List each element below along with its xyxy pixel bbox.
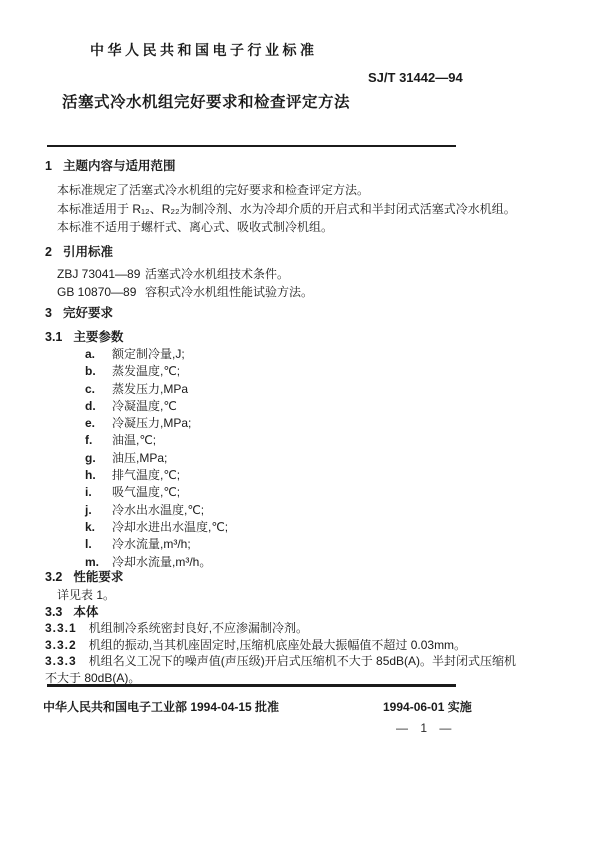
parameter-item <box>85 501 228 518</box>
subsection-3-3-heading <box>45 602 98 620</box>
reference-row <box>57 283 313 300</box>
item-letter: g. <box>85 450 96 465</box>
subsection-3-2-heading-text: 性能要求 <box>73 570 124 584</box>
standard-code: SJ/T 31442—94 <box>368 70 463 85</box>
item-text: 冷水出水温度,℃; <box>112 502 205 517</box>
subsection-3-3-heading-text: 本体 <box>73 605 99 619</box>
item-text: 油温,℃; <box>112 433 157 448</box>
clause-number: 3.3.1 <box>45 621 77 635</box>
section-3-heading-text: 完好要求 <box>62 306 113 320</box>
parameter-item <box>85 466 228 483</box>
item-text: 蒸发温度,℃; <box>112 364 181 379</box>
section-1-paragraph: 本标准规定了活塞式冷水机组的完好要求和检查评定方法。 <box>57 183 370 197</box>
section-2-number: 2 <box>45 245 52 259</box>
item-text: 吸气温度,℃; <box>112 485 181 500</box>
clause-text: 机组的振动,当其机座固定时,压缩机底座处最大振幅值不超过 0.03mm。 <box>88 638 467 652</box>
clause-number: 3.3.2 <box>45 638 77 652</box>
item-letter: m. <box>85 554 100 569</box>
parameter-item <box>85 518 228 535</box>
item-letter: b. <box>85 364 96 379</box>
section-1-heading-text: 主题内容与适用范围 <box>62 159 176 173</box>
item-text: 冷凝压力,MPa; <box>112 416 192 431</box>
item-letter: e. <box>85 416 96 431</box>
item-text: 排气温度,℃; <box>112 468 181 483</box>
subsection-3-2-heading <box>45 567 123 585</box>
item-letter: d. <box>85 398 96 413</box>
subsection-3-1-number: 3.1 <box>45 330 63 344</box>
item-letter: l. <box>85 537 92 552</box>
subsection-3-2-number: 3.2 <box>45 570 63 584</box>
parameter-list <box>85 345 228 570</box>
item-letter: h. <box>85 468 96 483</box>
reference-code: GB 10870—89 <box>57 285 137 299</box>
subsection-3-1-heading-text: 主要参数 <box>73 330 124 344</box>
clause-number: 3.3.3 <box>45 654 77 668</box>
item-text: 额定制冷量,J; <box>112 347 185 361</box>
clause-text: 机组名义工况下的噪声值(声压级)开启式压缩机不大于 85dB(A)。半封闭式压缩机不大于 80dB(A)。 <box>45 654 517 685</box>
reference-row <box>57 265 289 282</box>
section-1-paragraph: 本标准不适用于螺杆式、离心式、吸收式制冷机组。 <box>57 220 334 234</box>
reference-title: 活塞式冷水机组技术条件。 <box>145 267 290 281</box>
item-letter: k. <box>85 519 96 534</box>
parameter-item <box>85 414 228 431</box>
clause-row <box>45 636 466 653</box>
item-letter: j. <box>85 502 92 517</box>
subsection-3-1-heading <box>45 327 123 345</box>
clause-row <box>45 619 308 636</box>
page-number: — 1 — <box>396 721 452 735</box>
reference-code: ZBJ 73041—89 <box>57 267 141 281</box>
subsection-3-2-body: 详见表 1。 <box>57 588 116 602</box>
subsection-3-3-number: 3.3 <box>45 605 63 619</box>
section-3-heading <box>45 303 113 321</box>
clause-text: 机组制冷系统密封良好,不应渗漏制冷剂。 <box>88 621 309 635</box>
item-letter: c. <box>85 381 96 396</box>
clause-row <box>45 653 525 686</box>
item-text: 蒸发压力,MPa <box>112 381 189 396</box>
item-letter: i. <box>85 485 92 500</box>
parameter-item <box>85 362 228 379</box>
item-letter: a. <box>85 347 96 361</box>
section-2-heading <box>45 242 113 260</box>
reference-title: 容积式冷水机组性能试验方法。 <box>145 285 314 299</box>
parameter-item <box>85 397 228 414</box>
footer-effective-text: 1994-06-01 实施 <box>383 700 472 714</box>
section-1-paragraph: 本标准适用于 R₁₂、R₂₂为制冷剂、水为冷却介质的开启式和半封闭式活塞式冷水机组。 <box>57 202 516 216</box>
document-title: 活塞式冷水机组完好要求和检查评定方法 <box>62 94 351 111</box>
parameter-item <box>85 449 228 466</box>
section-3-number: 3 <box>45 306 52 320</box>
footer-rule <box>47 684 456 687</box>
section-1-number: 1 <box>45 159 52 173</box>
footer-approved-text: 中华人民共和国电子工业部 1994-04-15 批准 <box>43 700 280 714</box>
section-2-heading-text: 引用标准 <box>62 245 113 259</box>
header-rule <box>47 145 456 147</box>
parameter-item <box>85 483 228 500</box>
item-text: 冷水流量,m³/h; <box>112 537 191 552</box>
item-text: 冷凝温度,℃ <box>112 398 177 413</box>
parameter-item <box>85 345 228 362</box>
parameter-item <box>85 431 228 448</box>
item-text: 冷却水流量,m³/h。 <box>112 554 212 569</box>
item-text: 冷却水进出水温度,℃; <box>112 519 229 534</box>
standard-org-line: 中华人民共和国电子行业标准 <box>90 42 318 58</box>
parameter-item <box>85 380 228 397</box>
item-letter: f. <box>85 433 93 448</box>
item-text: 油压,MPa; <box>112 450 168 465</box>
parameter-item <box>85 535 228 552</box>
section-1-heading <box>45 156 175 174</box>
